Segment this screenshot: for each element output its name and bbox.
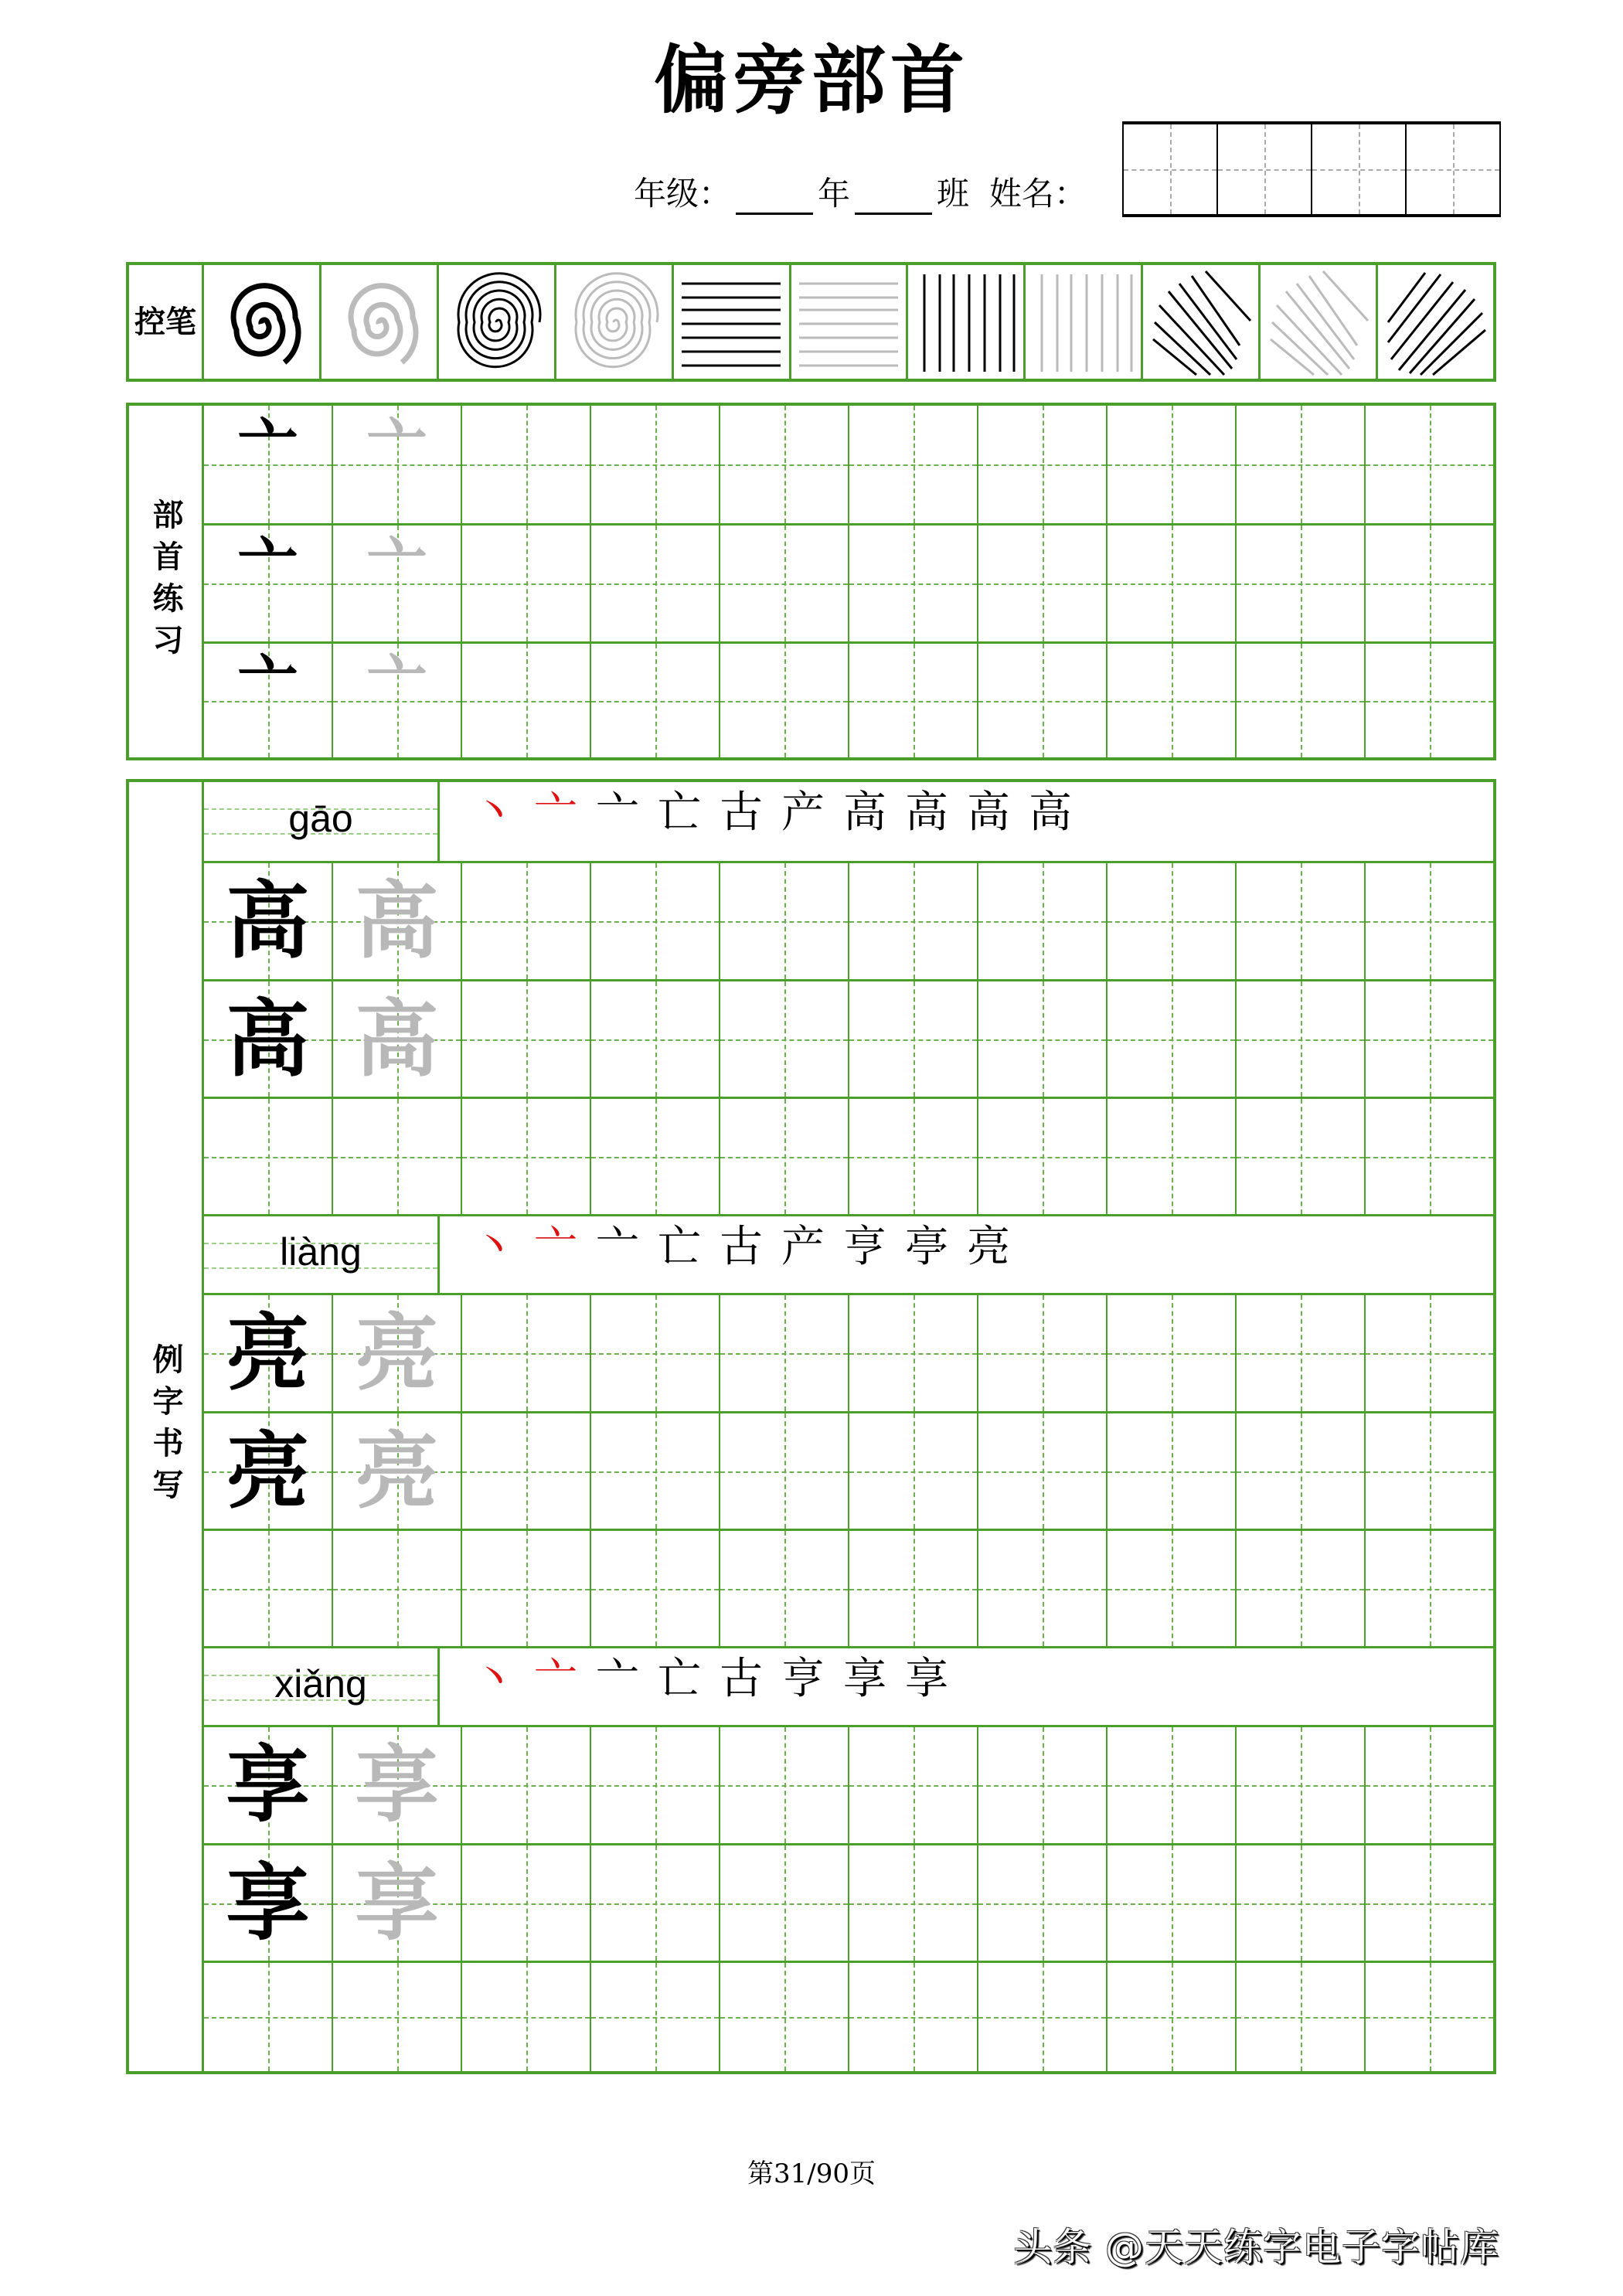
practice-cell[interactable] bbox=[1108, 1845, 1237, 1961]
practice-cell[interactable] bbox=[849, 1295, 978, 1411]
practice-cell[interactable] bbox=[978, 1531, 1108, 1646]
stroke-step: 丶 bbox=[472, 787, 515, 838]
model-char: 亮 bbox=[226, 1422, 310, 1520]
example-writing-section bbox=[126, 779, 1496, 2074]
vertical-lines-black-icon bbox=[908, 265, 1026, 379]
stroke-step: 丶 bbox=[472, 1222, 515, 1272]
radical-trace-char: 亠 bbox=[366, 530, 427, 600]
practice-cell[interactable] bbox=[1108, 1531, 1237, 1646]
practice-cell[interactable] bbox=[1108, 1727, 1237, 1843]
model-char: 高 bbox=[226, 872, 310, 970]
spiral-thin-black-icon bbox=[439, 265, 556, 379]
practice-cell[interactable] bbox=[591, 1413, 720, 1529]
practice-cell[interactable] bbox=[333, 1531, 462, 1646]
practice-cell[interactable] bbox=[1366, 1295, 1493, 1411]
practice-cell[interactable] bbox=[1366, 863, 1493, 979]
practice-cell[interactable] bbox=[1366, 1963, 1493, 2071]
practice-cell[interactable] bbox=[849, 1413, 978, 1529]
practice-cell[interactable] bbox=[849, 1531, 978, 1646]
model-cell bbox=[204, 644, 333, 757]
character-row bbox=[204, 1097, 1493, 1214]
stroke-step: 亨 bbox=[781, 1654, 825, 1704]
practice-cell[interactable] bbox=[1366, 1845, 1493, 1961]
example-writing-label bbox=[129, 782, 204, 2071]
stroke-step: 产 bbox=[781, 1222, 825, 1272]
practice-cell[interactable] bbox=[978, 1295, 1108, 1411]
practice-cell[interactable] bbox=[978, 1099, 1108, 1214]
practice-cell[interactable] bbox=[849, 1845, 978, 1961]
trace-cell[interactable] bbox=[333, 644, 462, 757]
model-cell bbox=[204, 1413, 333, 1529]
practice-cell[interactable] bbox=[1237, 1531, 1366, 1646]
grade-blank[interactable] bbox=[736, 184, 813, 215]
radical-trace-char: 亠 bbox=[366, 647, 427, 718]
name-box-cell[interactable] bbox=[1312, 124, 1407, 214]
practice-cell[interactable] bbox=[978, 526, 1108, 641]
practice-cell[interactable] bbox=[1108, 1963, 1237, 2071]
radical-practice-label-text: 部首练习 bbox=[148, 498, 184, 665]
stroke-step: 丶 bbox=[472, 1654, 515, 1704]
model-cell bbox=[204, 1727, 333, 1843]
stroke-step: 古 bbox=[720, 1222, 763, 1272]
practice-cell[interactable] bbox=[1366, 644, 1493, 757]
practice-cell[interactable] bbox=[1237, 1963, 1366, 2071]
radical-model-char: 亠 bbox=[237, 647, 298, 718]
trace-char: 享 bbox=[355, 1854, 439, 1952]
radical-practice-section bbox=[126, 403, 1496, 760]
practice-cell[interactable] bbox=[1108, 526, 1237, 641]
trace-cell[interactable] bbox=[333, 1295, 462, 1411]
radical-row bbox=[204, 406, 1493, 523]
model-cell bbox=[204, 863, 333, 979]
stroke-step: 产 bbox=[781, 787, 825, 838]
practice-cell[interactable] bbox=[591, 526, 720, 641]
practice-cell[interactable] bbox=[462, 1531, 591, 1646]
character-row bbox=[204, 979, 1493, 1097]
practice-cell[interactable] bbox=[333, 1963, 462, 2071]
practice-cell[interactable] bbox=[1366, 1413, 1493, 1529]
diagonal-up-lines-black-icon bbox=[1378, 265, 1493, 379]
trace-char: 高 bbox=[355, 990, 439, 1088]
example-writing-label-text: 例字书写 bbox=[148, 1343, 184, 1510]
stroke-step: 古 bbox=[720, 1654, 763, 1704]
practice-cell[interactable] bbox=[591, 644, 720, 757]
pinyin-cell bbox=[204, 782, 440, 861]
diagonal-down-lines-gray-icon bbox=[1261, 265, 1378, 379]
trace-char: 亮 bbox=[355, 1422, 439, 1520]
stroke-step: 享 bbox=[905, 1654, 948, 1704]
practice-cell[interactable] bbox=[720, 644, 849, 757]
practice-cell[interactable] bbox=[1108, 981, 1237, 1097]
practice-cell[interactable] bbox=[1237, 863, 1366, 979]
stroke-step: 古 bbox=[720, 787, 763, 838]
practice-cell[interactable] bbox=[978, 981, 1108, 1097]
practice-cell[interactable] bbox=[849, 406, 978, 523]
name-label: 姓名： bbox=[989, 175, 1087, 213]
model-cell bbox=[204, 406, 333, 523]
name-box-cell[interactable] bbox=[1124, 124, 1218, 214]
practice-cell[interactable] bbox=[204, 1531, 333, 1646]
practice-cell[interactable] bbox=[720, 1295, 849, 1411]
model-cell bbox=[204, 981, 333, 1097]
practice-cell[interactable] bbox=[720, 406, 849, 523]
trace-cell[interactable] bbox=[333, 1845, 462, 1961]
practice-cell[interactable] bbox=[462, 1099, 591, 1214]
practice-cell[interactable] bbox=[1237, 1845, 1366, 1961]
trace-cell[interactable] bbox=[333, 981, 462, 1097]
class-suffix: 班 bbox=[937, 175, 970, 213]
practice-cell[interactable] bbox=[978, 863, 1108, 979]
practice-cell[interactable] bbox=[1237, 981, 1366, 1097]
stroke-step: 亨 bbox=[843, 1222, 886, 1272]
practice-cell[interactable] bbox=[591, 1531, 720, 1646]
name-box-cell[interactable] bbox=[1407, 124, 1499, 214]
practice-cell[interactable] bbox=[462, 1413, 591, 1529]
radical-row bbox=[204, 641, 1493, 757]
student-info-line bbox=[634, 168, 1087, 215]
stroke-step: 高 bbox=[905, 787, 948, 838]
character-row bbox=[204, 1411, 1493, 1529]
model-char: 亮 bbox=[226, 1304, 310, 1402]
practice-cell[interactable] bbox=[1108, 1099, 1237, 1214]
control-pen-section bbox=[126, 262, 1496, 382]
control-pen-label-text: 控笔 bbox=[134, 303, 196, 340]
practice-cell[interactable] bbox=[849, 981, 978, 1097]
radical-row bbox=[204, 523, 1493, 641]
practice-cell[interactable] bbox=[849, 863, 978, 979]
model-char: 享 bbox=[226, 1736, 310, 1834]
practice-cell[interactable] bbox=[720, 1413, 849, 1529]
radical-practice-label bbox=[129, 406, 204, 757]
practice-cell[interactable] bbox=[978, 1413, 1108, 1529]
stroke-step: 亠 bbox=[534, 1222, 577, 1272]
character-header bbox=[204, 1214, 1493, 1293]
practice-cell[interactable] bbox=[720, 1727, 849, 1843]
practice-cell[interactable] bbox=[1108, 863, 1237, 979]
practice-cell[interactable] bbox=[849, 644, 978, 757]
practice-cell[interactable] bbox=[462, 1727, 591, 1843]
stroke-step: 亠 bbox=[534, 787, 577, 838]
character-row bbox=[204, 1843, 1493, 1961]
practice-cell[interactable] bbox=[1237, 526, 1366, 641]
practice-cell[interactable] bbox=[462, 644, 591, 757]
practice-cell[interactable] bbox=[204, 1963, 333, 2071]
stroke-step: 亭 bbox=[905, 1222, 948, 1272]
trace-cell[interactable] bbox=[333, 1727, 462, 1843]
practice-cell[interactable] bbox=[462, 526, 591, 641]
practice-cell[interactable] bbox=[849, 1727, 978, 1843]
character-row bbox=[204, 1961, 1493, 2071]
practice-cell[interactable] bbox=[1237, 1727, 1366, 1843]
practice-cell[interactable] bbox=[591, 863, 720, 979]
trace-cell[interactable] bbox=[333, 1413, 462, 1529]
class-blank[interactable] bbox=[855, 184, 932, 215]
page-title: 偏旁部首 bbox=[654, 36, 969, 124]
practice-cell[interactable] bbox=[1108, 406, 1237, 523]
stroke-step: 亠 bbox=[596, 787, 639, 838]
character-header bbox=[204, 782, 1493, 861]
stroke-step: 亡 bbox=[658, 1222, 701, 1272]
practice-cell[interactable] bbox=[1237, 1413, 1366, 1529]
practice-cell[interactable] bbox=[462, 1295, 591, 1411]
stroke-step: 高 bbox=[1029, 787, 1072, 838]
grade-label: 年级： bbox=[634, 175, 732, 213]
practice-cell[interactable] bbox=[462, 1963, 591, 2071]
model-cell bbox=[204, 526, 333, 641]
pinyin-text: gāo bbox=[288, 797, 353, 840]
practice-cell[interactable] bbox=[591, 406, 720, 523]
practice-cell[interactable] bbox=[720, 526, 849, 641]
practice-cell[interactable] bbox=[1237, 406, 1366, 523]
trace-cell[interactable] bbox=[333, 526, 462, 641]
practice-cell[interactable] bbox=[591, 1295, 720, 1411]
practice-cell[interactable] bbox=[462, 863, 591, 979]
radical-trace-char: 亠 bbox=[366, 411, 427, 481]
stroke-step: 亠 bbox=[596, 1222, 639, 1272]
pinyin-cell bbox=[204, 1216, 440, 1293]
practice-cell[interactable] bbox=[591, 1727, 720, 1843]
practice-cell[interactable] bbox=[849, 1963, 978, 2071]
practice-cell[interactable] bbox=[333, 1099, 462, 1214]
practice-cell[interactable] bbox=[1237, 1099, 1366, 1214]
practice-cell[interactable] bbox=[591, 981, 720, 1097]
year-suffix: 年 bbox=[818, 175, 851, 213]
stroke-order bbox=[440, 1216, 1493, 1293]
trace-char: 享 bbox=[355, 1736, 439, 1834]
practice-cell[interactable] bbox=[462, 981, 591, 1097]
practice-cell[interactable] bbox=[591, 1099, 720, 1214]
practice-cell[interactable] bbox=[978, 1845, 1108, 1961]
character-row bbox=[204, 1293, 1493, 1411]
practice-cell[interactable] bbox=[1366, 526, 1493, 641]
pinyin-text: xiǎng bbox=[274, 1662, 367, 1706]
stroke-step: 亠 bbox=[534, 1654, 577, 1704]
practice-cell[interactable] bbox=[1237, 644, 1366, 757]
page-number: 第31/90页 bbox=[747, 2158, 876, 2189]
practice-cell[interactable] bbox=[1366, 406, 1493, 523]
practice-cell[interactable] bbox=[1366, 981, 1493, 1097]
practice-cell[interactable] bbox=[1366, 1099, 1493, 1214]
practice-cell[interactable] bbox=[204, 1099, 333, 1214]
practice-cell[interactable] bbox=[1108, 644, 1237, 757]
practice-cell[interactable] bbox=[1366, 1727, 1493, 1843]
stroke-step: 高 bbox=[843, 787, 886, 838]
practice-cell[interactable] bbox=[720, 1845, 849, 1961]
practice-cell[interactable] bbox=[720, 863, 849, 979]
practice-cell[interactable] bbox=[1108, 1413, 1237, 1529]
name-box-cell[interactable] bbox=[1218, 124, 1312, 214]
stroke-order bbox=[440, 1648, 1493, 1725]
horizontal-lines-gray-icon bbox=[791, 265, 909, 379]
trace-cell[interactable] bbox=[333, 406, 462, 523]
model-char: 享 bbox=[226, 1854, 310, 1952]
practice-cell[interactable] bbox=[720, 1963, 849, 2071]
character-row bbox=[204, 1529, 1493, 1646]
model-cell bbox=[204, 1295, 333, 1411]
diagonal-down-lines-black-icon bbox=[1143, 265, 1261, 379]
character-row bbox=[204, 1725, 1493, 1843]
character-row bbox=[204, 861, 1493, 979]
practice-cell[interactable] bbox=[1108, 1295, 1237, 1411]
practice-cell[interactable] bbox=[462, 1845, 591, 1961]
stroke-step: 亠 bbox=[596, 1654, 639, 1704]
name-box[interactable] bbox=[1122, 121, 1501, 217]
practice-cell[interactable] bbox=[849, 1099, 978, 1214]
practice-cell[interactable] bbox=[720, 1531, 849, 1646]
trace-char: 亮 bbox=[355, 1304, 439, 1402]
stroke-step: 亮 bbox=[967, 1222, 1010, 1272]
practice-cell[interactable] bbox=[978, 644, 1108, 757]
spiral-thin-gray-icon bbox=[556, 265, 674, 379]
stroke-step: 亡 bbox=[658, 1654, 701, 1704]
pinyin-cell bbox=[204, 1648, 440, 1725]
vertical-lines-gray-icon bbox=[1026, 265, 1143, 379]
practice-cell[interactable] bbox=[1237, 1295, 1366, 1411]
practice-cell[interactable] bbox=[591, 1963, 720, 2071]
practice-cell[interactable] bbox=[720, 981, 849, 1097]
practice-cell[interactable] bbox=[1366, 1531, 1493, 1646]
practice-cell[interactable] bbox=[978, 406, 1108, 523]
practice-cell[interactable] bbox=[720, 1099, 849, 1214]
practice-cell[interactable] bbox=[462, 406, 591, 523]
radical-model-char: 亠 bbox=[237, 530, 298, 600]
horizontal-lines-black-icon bbox=[674, 265, 791, 379]
model-cell bbox=[204, 1845, 333, 1961]
practice-cell[interactable] bbox=[978, 1963, 1108, 2071]
stroke-step: 高 bbox=[967, 787, 1010, 838]
trace-cell[interactable] bbox=[333, 863, 462, 979]
practice-cell[interactable] bbox=[978, 1727, 1108, 1843]
pinyin-text: liàng bbox=[280, 1230, 362, 1274]
practice-cell[interactable] bbox=[849, 526, 978, 641]
spiral-thick-black-icon bbox=[204, 265, 322, 379]
trace-char: 高 bbox=[355, 872, 439, 970]
stroke-order bbox=[440, 782, 1493, 861]
character-header bbox=[204, 1646, 1493, 1725]
practice-cell[interactable] bbox=[591, 1845, 720, 1961]
control-pen-label bbox=[129, 265, 204, 379]
radical-model-char: 亠 bbox=[237, 411, 298, 481]
spiral-thick-gray-icon bbox=[322, 265, 439, 379]
watermark: 头条 @天天练字电子字帖库 bbox=[1013, 2225, 1499, 2270]
stroke-step: 享 bbox=[843, 1654, 886, 1704]
stroke-step: 亡 bbox=[658, 787, 701, 838]
model-char: 高 bbox=[226, 990, 310, 1088]
